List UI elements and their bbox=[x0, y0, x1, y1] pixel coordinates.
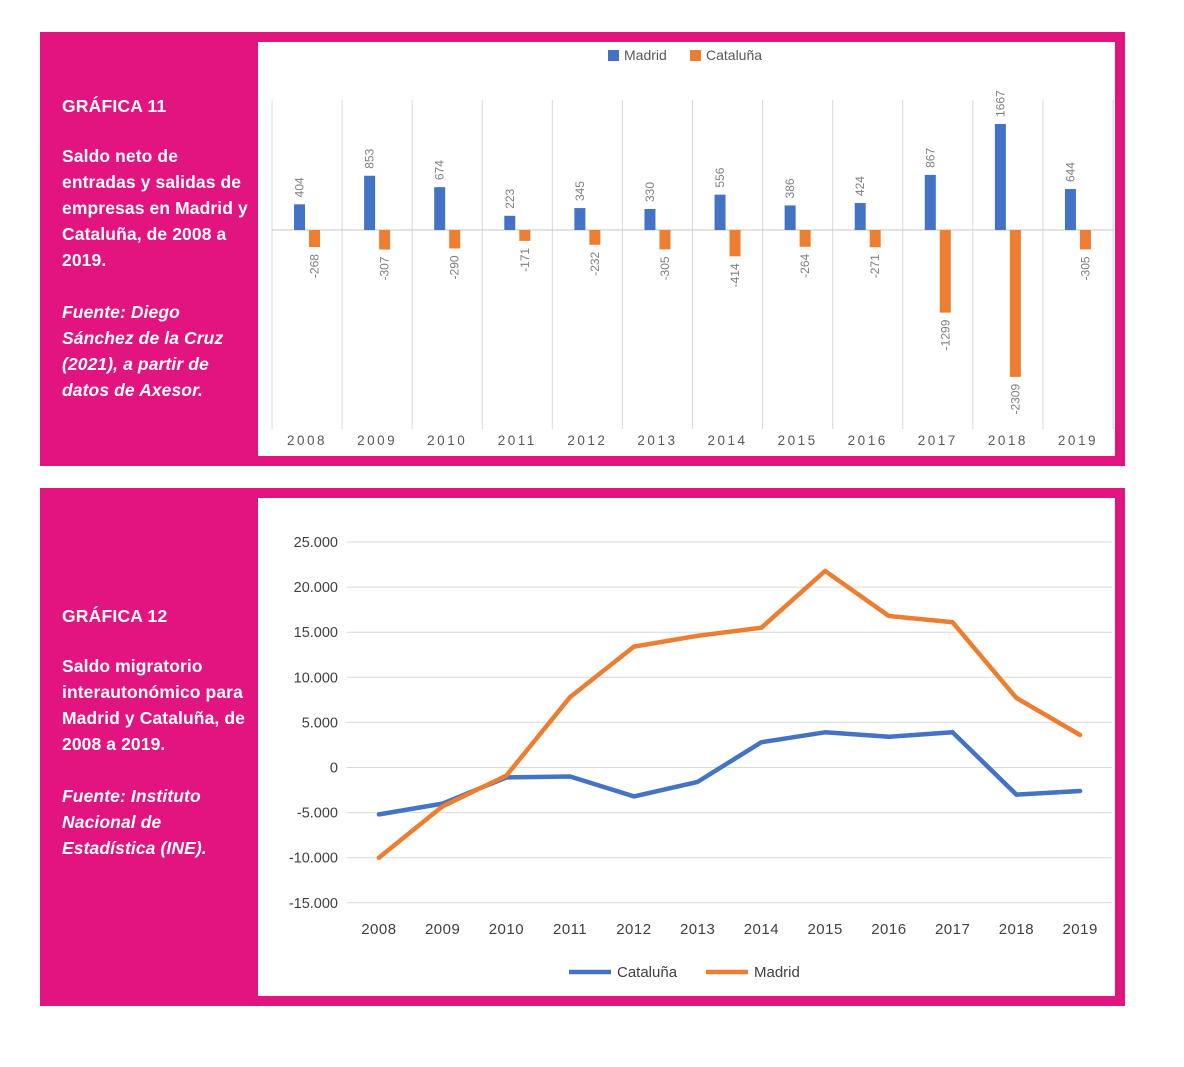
bar-cataluna bbox=[449, 230, 460, 248]
bar-value-label: 404 bbox=[292, 177, 307, 198]
x-axis-year-label: 2014 bbox=[707, 433, 748, 448]
x-axis-year-label: 2009 bbox=[357, 433, 398, 448]
x-axis-year-label: 2016 bbox=[871, 921, 907, 938]
line-series-cataluña bbox=[379, 732, 1080, 814]
legend-label: Cataluña bbox=[617, 964, 678, 981]
bar-cataluna bbox=[870, 230, 881, 247]
bar-value-label: 853 bbox=[362, 148, 377, 169]
grafica-12-chart-area bbox=[258, 498, 1115, 996]
x-axis-year-label: 2019 bbox=[1062, 921, 1098, 938]
x-axis-year-label: 2016 bbox=[847, 433, 888, 448]
bar-value-label: -1299 bbox=[938, 319, 953, 351]
bar-madrid bbox=[504, 216, 515, 230]
x-axis-year-label: 2012 bbox=[616, 921, 652, 938]
y-axis-tick-label: 25.000 bbox=[293, 535, 338, 551]
legend-label: Madrid bbox=[624, 47, 667, 63]
bar-value-label: 644 bbox=[1063, 162, 1078, 183]
bar-madrid bbox=[574, 208, 585, 230]
bar-cataluna bbox=[519, 230, 530, 241]
line-series-madrid bbox=[379, 571, 1080, 858]
bar-value-label: 1667 bbox=[993, 90, 1008, 117]
bar-cataluna bbox=[659, 230, 670, 249]
x-axis-year-label: 2008 bbox=[361, 921, 397, 938]
bar-madrid bbox=[715, 195, 726, 230]
bar-madrid bbox=[644, 209, 655, 230]
bar-value-label: -264 bbox=[798, 253, 813, 278]
x-axis-year-label: 2013 bbox=[679, 921, 716, 938]
y-axis-tick-label: -15.000 bbox=[288, 895, 338, 912]
x-axis-year-label: 2010 bbox=[488, 921, 525, 938]
bar-cataluna bbox=[940, 230, 951, 313]
bar-cataluna bbox=[800, 230, 811, 247]
bar-value-label: -305 bbox=[657, 256, 672, 281]
x-axis-year-label: 2018 bbox=[998, 921, 1035, 938]
line-chart-saldo-migratorio bbox=[258, 498, 1115, 996]
bar-cataluna bbox=[1010, 230, 1021, 377]
grafica-11-figure bbox=[40, 32, 1125, 466]
x-axis-year-label: 2011 bbox=[497, 433, 537, 448]
bar-madrid bbox=[995, 124, 1006, 230]
grafica-11-chart-area bbox=[258, 42, 1115, 456]
grafica-12-figure bbox=[40, 488, 1125, 1006]
x-axis-year-label: 2008 bbox=[287, 433, 328, 448]
grafica-11-heading: GRÁFICA 11 bbox=[62, 96, 167, 116]
bar-value-label: -305 bbox=[1078, 256, 1093, 281]
bar-chart-saldo-empresas bbox=[258, 42, 1115, 456]
legend-label: Cataluña bbox=[706, 47, 763, 63]
x-axis-year-label: 2019 bbox=[1057, 433, 1098, 448]
bar-value-label: 386 bbox=[783, 178, 798, 199]
bar-value-label: 424 bbox=[853, 176, 868, 197]
x-axis-year-label: 2010 bbox=[427, 433, 468, 448]
legend-swatch bbox=[690, 50, 701, 61]
bar-value-label: -414 bbox=[728, 263, 743, 288]
grafica-12-caption-panel bbox=[40, 488, 258, 1006]
legend-label: Madrid bbox=[754, 964, 800, 981]
y-axis-tick-label: -5.000 bbox=[296, 805, 338, 822]
bar-cataluna bbox=[379, 230, 390, 250]
bar-madrid bbox=[364, 176, 375, 230]
y-axis-tick-label: -10.000 bbox=[288, 850, 338, 867]
bar-value-label: 345 bbox=[572, 181, 587, 202]
x-axis-year-label: 2013 bbox=[637, 433, 678, 448]
x-axis-year-label: 2017 bbox=[934, 921, 971, 938]
y-axis-tick-label: 15.000 bbox=[293, 625, 338, 642]
bar-value-label: -307 bbox=[377, 256, 392, 281]
bar-madrid bbox=[925, 175, 936, 230]
bar-value-label: -171 bbox=[517, 247, 532, 272]
bar-value-label: -290 bbox=[447, 255, 462, 280]
grafica-11-caption-panel bbox=[40, 32, 258, 466]
bar-value-label: -268 bbox=[307, 254, 322, 279]
bar-madrid bbox=[1065, 189, 1076, 230]
bar-value-label: -232 bbox=[587, 251, 602, 276]
bar-value-label: -2309 bbox=[1008, 383, 1023, 415]
bar-value-label: -271 bbox=[868, 254, 883, 279]
bar-value-label: 330 bbox=[642, 181, 657, 203]
bar-cataluna bbox=[589, 230, 600, 245]
y-axis-tick-label: 0 bbox=[329, 760, 338, 777]
bar-value-label: 556 bbox=[713, 167, 728, 188]
bar-value-label: 223 bbox=[502, 188, 517, 209]
bar-value-label: 867 bbox=[923, 147, 938, 168]
x-axis-year-label: 2015 bbox=[777, 433, 818, 448]
y-axis-tick-label: 5.000 bbox=[301, 715, 338, 732]
x-axis-year-label: 2015 bbox=[807, 921, 843, 938]
grafica-12-heading: GRÁFICA 12 bbox=[62, 606, 168, 626]
bar-madrid bbox=[855, 203, 866, 230]
bar-cataluna bbox=[309, 230, 320, 247]
x-axis-year-label: 2018 bbox=[987, 433, 1028, 448]
x-axis-year-label: 2012 bbox=[567, 433, 608, 448]
grafica-11-title: Saldo neto de entradas y salidas de empresas en Madrid y Cataluña, de 2008 a 2019. bbox=[62, 146, 248, 270]
bar-cataluna bbox=[730, 230, 741, 256]
bar-madrid bbox=[294, 204, 305, 230]
x-axis-year-label: 2011 bbox=[552, 921, 588, 938]
x-axis-year-label: 2009 bbox=[424, 921, 461, 938]
grafica-12-title: Saldo migratorio interautonómico para Madrid y Cataluña, de 2008 a 2019. bbox=[62, 656, 245, 754]
grafica-12-source: Fuente: Instituto Nacional de Estadística (INE). bbox=[62, 786, 207, 858]
grafica-11-source: Fuente: Diego Sánchez de la Cruz (2021), a partir de datos de Axesor. bbox=[62, 302, 224, 400]
bar-value-label: 674 bbox=[432, 160, 447, 181]
legend-swatch bbox=[608, 50, 619, 61]
x-axis-year-label: 2017 bbox=[917, 433, 958, 448]
bar-madrid bbox=[785, 205, 796, 230]
y-axis-tick-label: 20.000 bbox=[293, 580, 338, 597]
x-axis-year-label: 2014 bbox=[743, 921, 780, 938]
y-axis-tick-label: 10.000 bbox=[293, 670, 338, 687]
bar-cataluna bbox=[1080, 230, 1091, 249]
bar-madrid bbox=[434, 187, 445, 230]
